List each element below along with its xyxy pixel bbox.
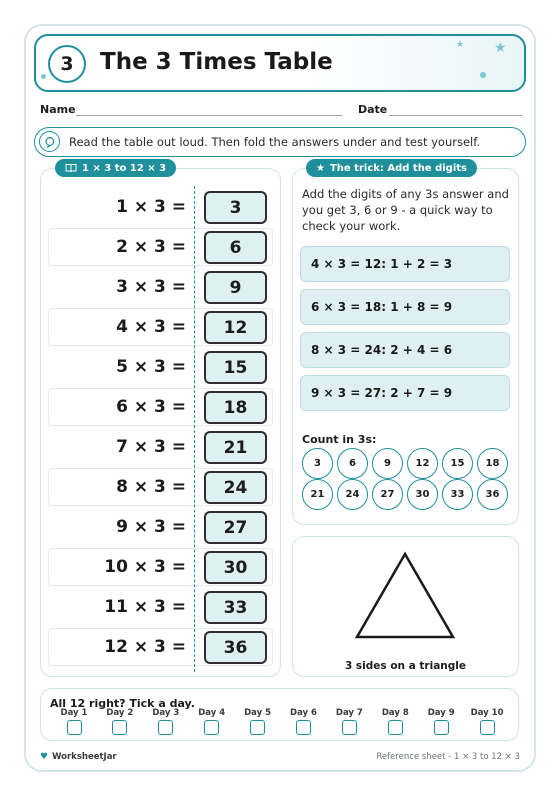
table-answer: 12 — [204, 311, 267, 344]
table-equation: 7 × 3 = — [116, 437, 186, 457]
trick-tag — [306, 159, 477, 177]
table-answer: 24 — [204, 471, 267, 504]
count-circle: 21 — [302, 479, 333, 510]
day-label: Day 9 — [427, 708, 455, 718]
count-circle: 3 — [302, 448, 333, 479]
day-label: Day 4 — [198, 708, 226, 718]
day-checkbox[interactable] — [204, 720, 219, 735]
table-answer: 27 — [204, 511, 267, 544]
table-equation: 8 × 3 = — [116, 477, 186, 497]
book-icon — [65, 163, 77, 173]
table-answer: 9 — [204, 271, 267, 304]
trick-example: 9 × 3 = 27: 2 + 7 = 9 — [300, 375, 510, 411]
day-checkbox[interactable] — [158, 720, 173, 735]
day-checkbox[interactable] — [480, 720, 495, 735]
count-circle: 6 — [337, 448, 368, 479]
day-label: Day 10 — [470, 708, 504, 718]
table-equation: 2 × 3 = — [116, 237, 186, 257]
star-icon: ★ — [456, 40, 465, 50]
shape-caption: 3 sides on a triangle — [344, 660, 467, 672]
table-answer: 3 — [204, 191, 267, 224]
footer-brand — [40, 752, 117, 762]
day-checkbox[interactable] — [296, 720, 311, 735]
day-label: Day 5 — [244, 708, 272, 718]
day-label: Day 8 — [381, 708, 409, 718]
trick-example: 8 × 3 = 24: 2 + 4 = 6 — [300, 332, 510, 368]
date-field[interactable] — [389, 115, 522, 116]
star-icon: ★ — [494, 40, 507, 56]
count-circle: 36 — [477, 479, 508, 510]
fold-line — [194, 186, 195, 672]
table-range-label: 1 × 3 to 12 × 3 — [82, 162, 167, 174]
table-answer: 36 — [204, 631, 267, 664]
trick-tag-label: The trick: Add the digits — [329, 162, 467, 174]
table-answer: 33 — [204, 591, 267, 624]
table-equation: 11 × 3 = — [104, 597, 186, 617]
name-field[interactable] — [76, 115, 342, 116]
trick-example: 4 × 3 = 12: 1 + 2 = 3 — [300, 246, 510, 282]
table-answer: 6 — [204, 231, 267, 264]
day-checkbox[interactable] — [250, 720, 265, 735]
day-checkbox[interactable] — [67, 720, 82, 735]
title-banner — [34, 34, 526, 92]
instruction-bar — [34, 127, 526, 157]
table-equation: 1 × 3 = — [116, 197, 186, 217]
brand-name: WorksheetJar — [52, 752, 117, 762]
day-label: Day 6 — [290, 708, 317, 718]
table-answer: 30 — [204, 551, 267, 584]
count-circle: 12 — [407, 448, 438, 479]
count-circle: 24 — [337, 479, 368, 510]
day-checkbox[interactable] — [342, 720, 357, 735]
count-circle: 30 — [407, 479, 438, 510]
count-circle: 33 — [442, 479, 473, 510]
table-answer: 15 — [204, 351, 267, 384]
table-equation: 12 × 3 = — [104, 637, 186, 657]
day-checkbox[interactable] — [112, 720, 127, 735]
table-answer: 18 — [204, 391, 267, 424]
table-equation: 4 × 3 = — [116, 317, 186, 337]
day-label: Day 3 — [152, 708, 180, 718]
speech-icon — [39, 131, 60, 152]
page-title: The 3 Times Table — [100, 49, 333, 75]
tracker-title: All 12 right? Tick a day. — [50, 697, 195, 710]
heart-icon: ♥ — [40, 752, 49, 762]
decor-dot — [41, 74, 46, 79]
star-icon: ★ — [316, 162, 325, 174]
count-circle: 18 — [477, 448, 508, 479]
table-equation: 3 × 3 = — [116, 277, 186, 297]
count-circle: 27 — [372, 479, 403, 510]
day-label: Day 2 — [106, 708, 134, 718]
count-label: Count in 3s: — [302, 433, 377, 446]
table-equation: 10 × 3 = — [104, 557, 186, 577]
table-equation: 5 × 3 = — [116, 357, 186, 377]
day-label: Day 7 — [335, 708, 363, 718]
day-label: Day 1 — [60, 708, 88, 718]
trick-example: 6 × 3 = 18: 1 + 8 = 9 — [300, 289, 510, 325]
instruction-text: Read the table out loud. Then fold the answers under and test yourself. — [69, 135, 481, 149]
table-range-tag — [55, 159, 176, 177]
decor-dot — [480, 72, 486, 78]
triangle-shape — [353, 551, 457, 641]
trick-intro: Add the digits of any 3s answer and you get 3, 6 or 9 - a quick way to check your work. — [302, 187, 509, 233]
day-checkbox[interactable] — [434, 720, 449, 735]
footer-reference: Reference sheet - 1 × 3 to 12 × 3 — [376, 752, 520, 762]
table-equation: 9 × 3 = — [116, 517, 186, 537]
day-checkbox[interactable] — [388, 720, 403, 735]
table-number-badge: 3 — [48, 45, 86, 83]
date-label: Date — [358, 103, 388, 116]
count-circle: 15 — [442, 448, 473, 479]
name-label: Name — [40, 103, 76, 116]
count-circle: 9 — [372, 448, 403, 479]
table-equation: 6 × 3 = — [116, 397, 186, 417]
table-answer: 21 — [204, 431, 267, 464]
